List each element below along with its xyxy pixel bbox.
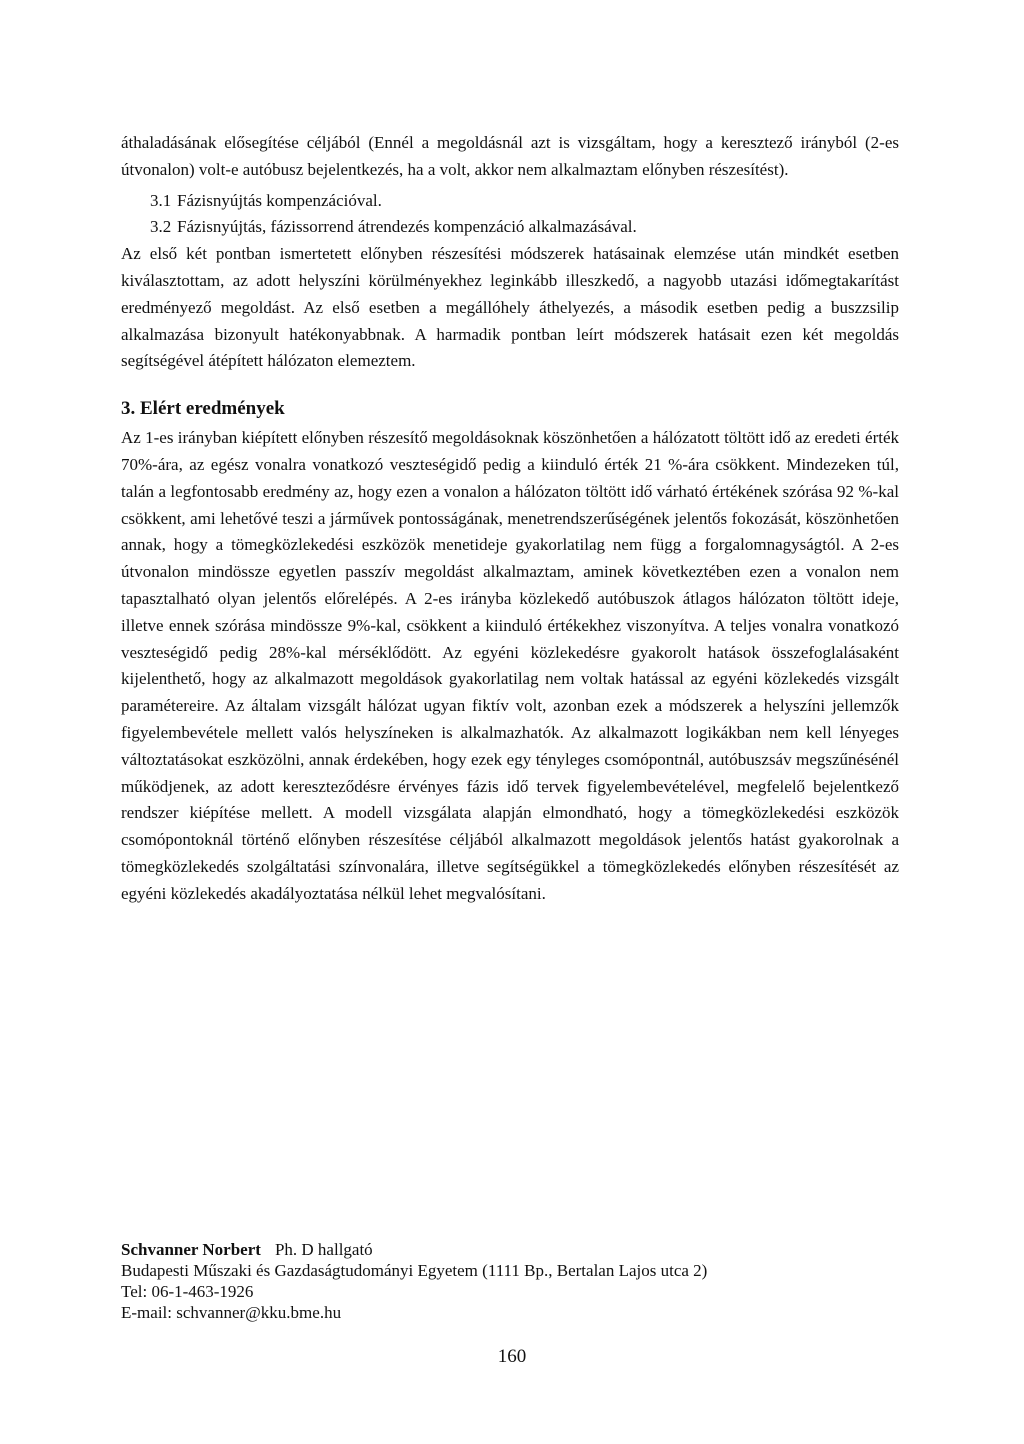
author-line [121, 1239, 707, 1260]
author-title: Ph. D hallgató [274, 1240, 373, 1259]
author-phone: Tel: 06-1-463-1926 [121, 1282, 254, 1301]
author-name: Schvanner Norbert [121, 1240, 261, 1259]
list-item-number: 3.1 [150, 190, 172, 210]
author-email: E-mail: schvanner@kku.bme.hu [121, 1303, 342, 1322]
list-item [121, 188, 899, 215]
author-affiliation: Budapesti Műszaki és Gazdaságtudományi Egyetem (1111 Bp., Bertalan Lajos utca 2) [121, 1261, 708, 1280]
method-list [121, 188, 899, 242]
main-content [121, 130, 899, 908]
page-number: 160 [497, 1346, 527, 1367]
list-item-text: Fázisnyújtás, fázissorrend átrendezés kompenzáció alkalmazásával. [177, 217, 637, 237]
list-item [121, 214, 899, 241]
section-heading: 3. Elért eredmények [121, 398, 285, 420]
list-item-text: Fázisnyújtás kompenzációval. [177, 190, 382, 210]
paragraph-selection: Az első két pontban ismertetett előnyben részesítési módszerek hatásainak elemzése után mindkét esetben kiválasztottam, az adott helyszíni körülményekhez leginkább illeszkedő, a nagyobb utazási időmegtakarítást eredményező megoldást. Az első esetben a megállóhely áthelyezés, a második esetben pedig a buszzsilip alkalmazása bizonyult hatékonyabbnak. A harmadik pontban leírt módszerek hatásait ezen két megoldás segítségével átépített hálózaton elemeztem. [121, 244, 899, 371]
author-block [121, 1239, 707, 1323]
intro-paragraph: áthaladásának elősegítése céljából (Ennél a megoldásnál azt is vizsgáltam, hogy a keresztező irányból (2-es útvonalon) volt-e autóbusz bejelentkezés, ha a volt, akkor nem alkalmaztam előnyben részesítést). [121, 133, 899, 179]
list-item-number: 3.2 [150, 217, 172, 237]
paragraph-results: Az 1-es irányban kiépített előnyben részesítő megoldásoknak köszönhetően a hálózatott töltött idő az eredeti érték 70%-ára, az egész vonalra vonatkozó veszteségidő pedig a kiinduló érték 21 %-ára csökkent. Mindezeken túl, talán a legfontosabb eredmény az, hogy ezen a vonalon a hálózaton töltött idő várható értékének szórása 92 %-kal csökkent, ami lehetővé teszi a járművek pontosságának, menetrendszerűségének jelentős fokozását, köszönhetően annak, hogy a tömegközlekedési eszközök menetideje gyakorlatilag nem függ a forgalomnagyságtól. A 2-es útvonalon mindössze egyetlen passzív megoldást alkalmaztam, aminek következtében ezen a vonalon nem tapasztalható olyan jelentős előrelépés. A 2-es irányba közlekedő autóbuszok átlagos hálózaton töltött ideje, illetve ennek szórása mindössze 9%-kal, csökkent a kiinduló értékekhez viszonyítva. A teljes vonalra vonatkozó veszteségidő pedig 28%-kal mérséklődött. Az egyéni közlekedésre gyakorolt hatások összefoglalásaként kijelenthető, hogy az alkalmazott megoldások gyakorlatilag nem voltak hatással az egyéni közlekedés vizsgált paramétereire. Az általam vizsgált hálózat ugyan fiktív volt, azonban ezek a módszerek a helyszíni jellemzők figyelembevétele mellett valós helyszíneken is alkalmazhatók. Az alkalmazott logikákban nem kell lényeges változtatásokat eszközölni, annak érdekében, hogy ezek egy tényleges csomópontnál, autóbuszsáv megszűnésénél működjenek, az adott kereszteződésre érvényes fázis idő tervek figyelembevételével, megfelelő bejelentkező rendszer kiépítése mellett. A modell vizsgálata alapján elmondható, hogy a tömegközlekedési eszközök csomópontoknál történő előnyben részesítése céljából alkalmazott megoldások jelentős hatást gyakorolnak a tömegközlekedés szolgáltatási színvonalára, illetve segítségükkel a tömegközlekedés előnyben részesítését az egyéni közlekedés akadályoztatása nélkül lehet megvalósítani. [121, 428, 899, 903]
